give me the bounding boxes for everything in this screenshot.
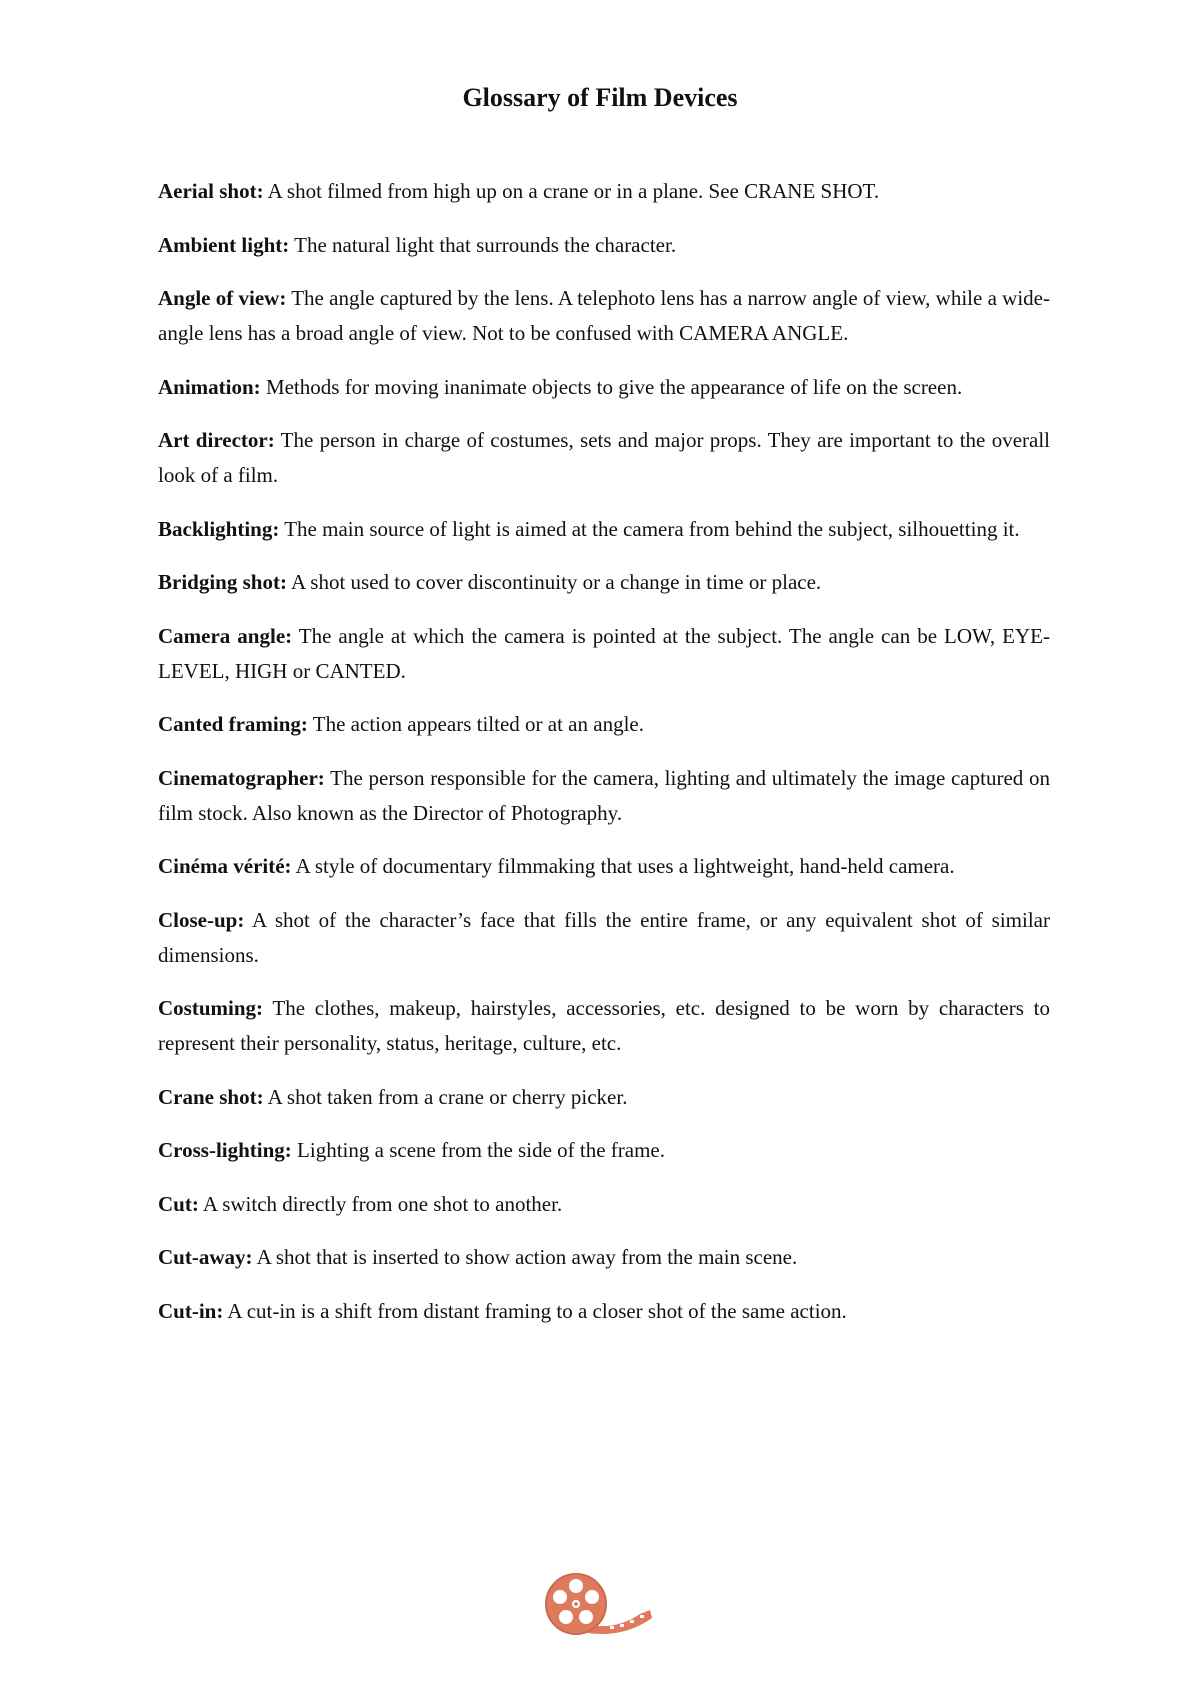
glossary-entry	[158, 991, 1050, 1061]
reel-hole	[585, 1590, 599, 1604]
reel-hole	[553, 1590, 567, 1604]
glossary-term: Cut-in:	[158, 1298, 224, 1323]
glossary-entry	[158, 849, 1050, 884]
film-perforation	[620, 1624, 624, 1627]
glossary-definition: A style of documentary filmmaking that uses a lightweight, hand-held camera.	[291, 854, 955, 878]
glossary-definition: The angle at which the camera is pointed at the subject. The angle can be LOW, EYE-LEVEL, HIGH or CANTED.	[158, 623, 1050, 683]
glossary-definition: The angle captured by the lens. A telephoto lens has a narrow angle of view, while a wide-angle lens has a broad angle of view. Not to be confused with CAMERA ANGLE.	[158, 286, 1050, 345]
glossary-definition: A shot that is inserted to show action away from the main scene.	[252, 1245, 798, 1269]
glossary-entry	[158, 761, 1050, 831]
glossary-term: Camera angle:	[158, 623, 293, 648]
glossary-definition: Lighting a scene from the side of the frame.	[291, 1138, 665, 1162]
reel-hub-center	[574, 1602, 578, 1606]
glossary-term: Cross-lighting:	[158, 1138, 292, 1162]
glossary-entry	[158, 903, 1050, 973]
glossary-definition: The main source of light is aimed at the camera from behind the subject, silhouetting it.	[279, 516, 1020, 541]
glossary-definition: Methods for moving inanimate objects to give the appearance of life on the screen.	[260, 374, 963, 399]
glossary-entry	[158, 1187, 1050, 1222]
film-perforation	[630, 1620, 634, 1623]
glossary-definition: The clothes, makeup, hairstyles, accessories, etc. designed to be worn by characters to represent their personality, status, heritage, culture, etc.	[158, 996, 1050, 1055]
glossary-term: Cinéma vérité:	[158, 854, 292, 878]
reel-hole	[559, 1610, 573, 1624]
glossary-entry	[158, 370, 1050, 405]
glossary-definition: A shot of the character’s face that fills the entire frame, or any equivalent shot of similar dimensions.	[158, 907, 1050, 967]
glossary-term: Canted framing:	[158, 712, 308, 736]
glossary-term: Art director:	[158, 428, 275, 452]
glossary-term: Costuming:	[158, 996, 264, 1020]
glossary-list	[158, 174, 1050, 1347]
glossary-entry	[158, 1294, 1050, 1329]
glossary-entry	[158, 619, 1050, 689]
glossary-term: Cut:	[158, 1191, 199, 1216]
film-perforation	[610, 1626, 614, 1629]
glossary-term: Angle of view:	[158, 286, 287, 310]
glossary-definition: A switch directly from one shot to another.	[198, 1191, 563, 1216]
glossary-term: Crane shot:	[158, 1084, 264, 1109]
glossary-entry	[158, 1080, 1050, 1115]
glossary-definition: The action appears tilted or at an angle.	[307, 712, 644, 736]
reel-hole	[569, 1579, 583, 1593]
glossary-term: Backlighting:	[158, 516, 280, 541]
glossary-definition: The natural light that surrounds the character.	[289, 232, 677, 257]
glossary-term: Animation:	[158, 374, 261, 399]
glossary-entry	[158, 512, 1050, 547]
glossary-entry	[158, 1240, 1050, 1275]
glossary-definition: A cut-in is a shift from distant framing to a closer shot of the same action.	[223, 1298, 847, 1323]
glossary-entry	[158, 565, 1050, 600]
glossary-term: Close-up:	[158, 907, 245, 932]
glossary-term: Aerial shot:	[158, 179, 264, 203]
document-title: Glossary of Film Devices	[462, 83, 738, 112]
glossary-entry	[158, 174, 1050, 209]
glossary-term: Cut-away:	[158, 1245, 253, 1269]
glossary-definition: A shot used to cover discontinuity or a change in time or place.	[286, 570, 822, 594]
glossary-term: Cinematographer:	[158, 765, 325, 790]
film-reel-icon	[540, 1570, 660, 1642]
glossary-term: Ambient light:	[158, 232, 290, 257]
film-perforation	[640, 1615, 644, 1618]
glossary-definition: A shot taken from a crane or cherry picker.	[263, 1084, 628, 1109]
glossary-definition: A shot filmed from high up on a crane or in a plane. See CRANE SHOT.	[263, 179, 880, 203]
glossary-definition: The person in charge of costumes, sets and major props. They are important to the overall look of a film.	[158, 428, 1050, 487]
glossary-definition: The person responsible for the camera, lighting and ultimately the image captured on film stock. Also known as the Director of Photography.	[158, 765, 1050, 825]
reel-hole	[579, 1610, 593, 1624]
glossary-term: Bridging shot:	[158, 570, 287, 594]
glossary-entry	[158, 707, 1050, 742]
glossary-entry	[158, 228, 1050, 263]
glossary-entry	[158, 1133, 1050, 1168]
glossary-entry	[158, 281, 1050, 351]
glossary-entry	[158, 423, 1050, 493]
